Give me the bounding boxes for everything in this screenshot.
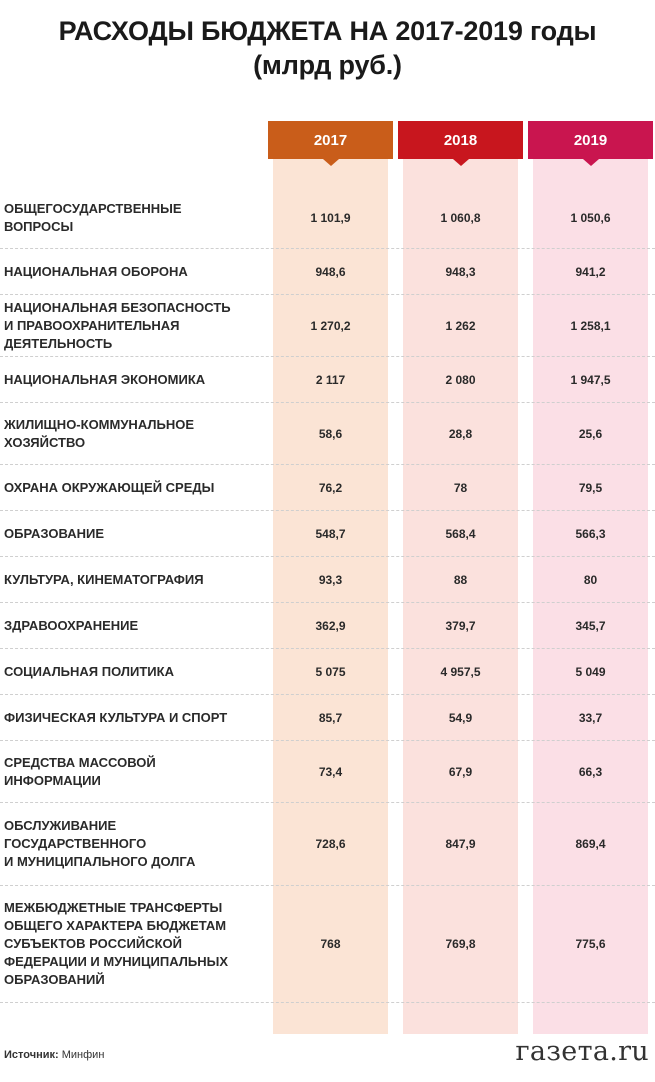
row-label: СРЕДСТВА МАССОВОЙ ИНФОРМАЦИИ: [4, 754, 156, 788]
cell-value-2019: 79,5: [578, 480, 603, 495]
cell-value-2017: 728,6: [315, 837, 346, 851]
cell-value-2018: 78: [453, 480, 468, 495]
cell-value-2017: 362,9: [315, 618, 346, 633]
cell-value-2018: 4 957,5: [440, 664, 481, 679]
cell-value-2018: 769,8: [445, 937, 476, 951]
row-label: ОБРАЗОВАНИЕ: [4, 525, 104, 541]
row-label: МЕЖБЮДЖЕТНЫЕ ТРАНСФЕРТЫ ОБЩЕГО ХАРАКТЕРА БЮДЖЕТАМ СУБЪЕКТОВ РОССИЙСКОЙ ФЕДЕРАЦИИ И МУНИЦИПАЛЬНЫХ ОБРАЗОВАНИЙ: [4, 900, 228, 987]
cell-value-2018: 568,4: [445, 526, 476, 541]
cell-value-2019: 5 049: [575, 664, 606, 679]
cell-value-2018: 379,7: [445, 618, 476, 633]
cell-value-2018: 54,9: [448, 710, 473, 725]
column-header-2019: 2019: [528, 121, 653, 159]
cell-value-2019: 345,7: [575, 618, 606, 633]
row-label: ОБЩЕГОСУДАРСТВЕННЫЕ ВОПРОСЫ: [4, 200, 182, 234]
table-row: [0, 695, 655, 741]
cell-value-2019: 941,2: [575, 264, 606, 279]
table-row: [0, 803, 655, 886]
row-label: ОБСЛУЖИВАНИЕ ГОСУДАРСТВЕННОГО И МУНИЦИПАЛЬНОГО ДОЛГА: [4, 818, 196, 869]
row-label: НАЦИОНАЛЬНАЯ ЭКОНОМИКА: [4, 371, 206, 387]
cell-value-2017: 93,3: [318, 572, 343, 587]
cell-value-2018: 88: [453, 572, 468, 587]
source-note: [4, 1049, 104, 1061]
cell-value-2019: 1 050,6: [570, 210, 611, 225]
row-label: НАЦИОНАЛЬНАЯ БЕЗОПАСНОСТЬ И ПРАВООХРАНИТЕЛЬНАЯ ДЕЯТЕЛЬНОСТЬ: [4, 299, 231, 351]
cell-value-2017: 2 117: [315, 372, 346, 387]
publisher-logo: газета.ru: [515, 1036, 649, 1067]
row-label: ФИЗИЧЕСКАЯ КУЛЬТУРА И СПОРТ: [4, 709, 228, 725]
row-label: НАЦИОНАЛЬНАЯ ОБОРОНА: [4, 263, 188, 279]
table-row: [0, 649, 655, 695]
cell-value-2017: 5 075: [315, 664, 346, 679]
cell-value-2018: 847,9: [445, 837, 476, 851]
column-header-2018: 2018: [398, 121, 523, 159]
cell-value-2019: 869,4: [575, 837, 606, 851]
chart-title: [0, 14, 655, 82]
table-row: [0, 187, 655, 249]
cell-value-2018: 1 262: [445, 318, 476, 333]
table-row: [0, 557, 655, 603]
cell-value-2018: 2 080: [445, 372, 476, 387]
row-label: СОЦИАЛЬНАЯ ПОЛИТИКА: [4, 663, 174, 679]
cell-value-2017: 73,4: [318, 764, 343, 779]
cell-value-2019: 80: [583, 572, 598, 587]
table-row: [0, 295, 655, 357]
cell-value-2019: 25,6: [578, 426, 603, 441]
cell-value-2018: 948,3: [445, 264, 476, 279]
cell-value-2019: 66,3: [578, 764, 603, 779]
cell-value-2019: 33,7: [578, 710, 603, 725]
cell-value-2019: 1 947,5: [570, 372, 611, 387]
source-label: Источник:: [4, 1049, 59, 1061]
cell-value-2018: 67,9: [448, 764, 473, 779]
table-row: [0, 603, 655, 649]
row-label: ОХРАНА ОКРУЖАЮЩЕЙ СРЕДЫ: [4, 479, 215, 495]
source-value: Минфин: [61, 1049, 105, 1061]
row-label: ЗДРАВООХРАНЕНИЕ: [4, 617, 139, 633]
cell-value-2019: 566,3: [575, 526, 606, 541]
chart-subtitle: (млрд руб.): [253, 50, 402, 80]
row-label: ЖИЛИЩНО-КОММУНАЛЬНОЕ ХОЗЯЙСТВО: [4, 416, 194, 450]
cell-value-2019: 1 258,1: [570, 318, 611, 333]
cell-value-2018: 1 060,8: [440, 210, 481, 225]
table-row: [0, 465, 655, 511]
table-row: [0, 886, 655, 1003]
table-row: [0, 511, 655, 557]
cell-value-2017: 948,6: [315, 264, 346, 279]
cell-value-2019: 775,6: [575, 937, 606, 951]
cell-value-2017: 548,7: [315, 526, 346, 541]
table-row: [0, 403, 655, 465]
table-row: [0, 249, 655, 295]
cell-value-2018: 28,8: [448, 426, 473, 441]
table-row: [0, 741, 655, 803]
row-label: КУЛЬТУРА, КИНЕМАТОГРАФИЯ: [4, 571, 204, 587]
table-row: [0, 357, 655, 403]
column-header-2017: 2017: [268, 121, 393, 159]
chart-title-line: РАСХОДЫ БЮДЖЕТА НА 2017-2019 годы: [58, 16, 597, 46]
cell-value-2017: 76,2: [318, 480, 343, 495]
cell-value-2017: 768: [320, 937, 341, 951]
cell-value-2017: 1 270,2: [310, 318, 351, 333]
cell-value-2017: 58,6: [318, 426, 343, 441]
cell-value-2017: 85,7: [318, 710, 343, 725]
cell-value-2017: 1 101,9: [310, 210, 351, 225]
